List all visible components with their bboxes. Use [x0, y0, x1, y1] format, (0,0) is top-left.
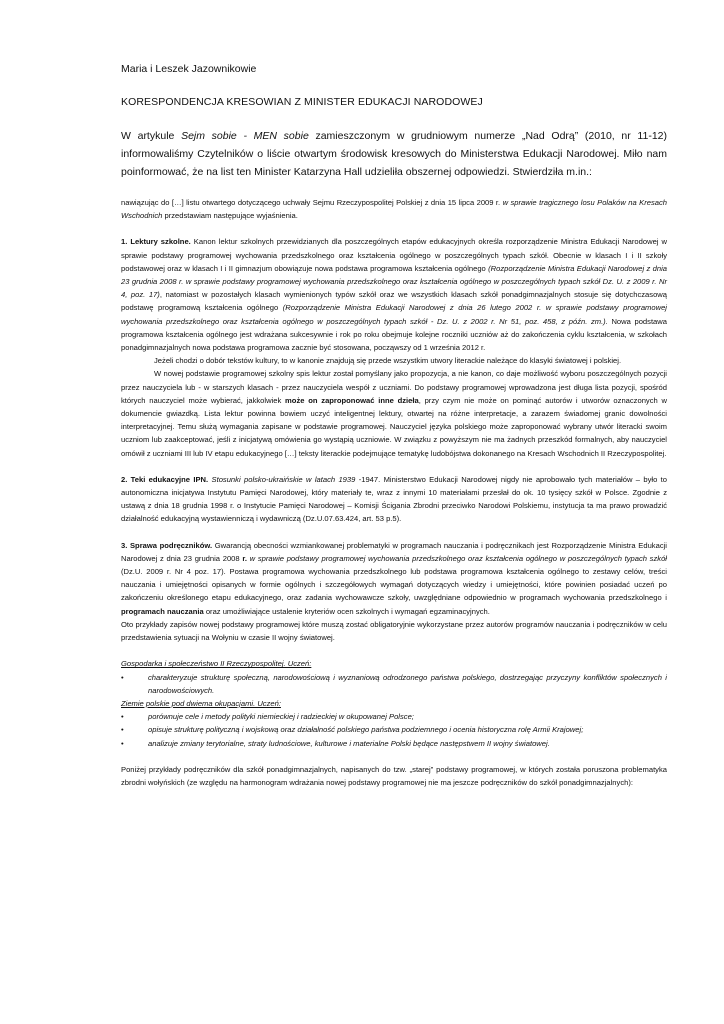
author-line: Maria i Leszek Jazownikowie — [121, 63, 257, 75]
section-lektury: 1. Lektury szkolne. Kanon lektur szkolnych przewidzianych dla poszczególnych etapów edukacyjnych określa rozporządzenie Ministra Edukacji Narodowej w sprawie podstawy programowej wychowania przedszkolnego oraz kształcenia ogólnego w poszczególnych typach szkół. Obecnie w klasach I i II szkoły podstawowej oraz w klasach I i II gimnazjum obowiązuje nowa podstawa programowa kształcenia ogólnego (Rozporządzenie Ministra Edukacji Narodowej z dnia 23 grudnia 2008 r. w sprawie podstawy programowej wychowania przedszkolnego oraz kształcenia ogólnego w poszczególnych typach szkół Dz. U. z 2009 r. Nr 4, poz. 17), natomiast w pozostałych klasach wymienionych typów szkół oraz we wszystkich klasach szkół ponadgimnazjalnych stosuje się dotychczasową podstawę programową kształcenia ogólnego (Rozporządzenie Ministra Edukacji Narodowej z dnia 26 lutego 2002 r. w sprawie podstawy programowej wychowania przedszkolnego oraz kształcenia ogólnego w poszczególnych typach szkół - Dz. U. z 2002 r. Nr 51, poz. 458, z późn. zm.). Nowa podstawa programowa kształcenia ogólnego jest wdrażana sukcesywnie i rok po roku obejmuje kolejne roczniki uczniów aż do zakończenia cyklu kształcenia, w szkołach ponadgimnazjalnych nowa podstawa programowa zacznie być stosowana, począwszy od 1 września 2012 r. — [121, 237, 668, 353]
list-item: • analizuje zmiany terytorialne, straty ludnościowe, kulturowe i materialne Polski będące następstwem II wojny światowej. — [143, 737, 667, 750]
list-heading-okupacje: Ziemie polskie pod dwiema okupacjami. Uczeń: — [121, 698, 281, 708]
quote-opening: nawiązując do […] listu otwartego dotyczącego uchwały Sejmu Rzeczypospolitej Polskiej z dnia 15 lipca 2009 r. w sprawie tragicznego losu Polaków na Kresach Wschodnich przedstawiam następujące wyjaśnienia. — [121, 198, 667, 221]
section-podreczniki-p2: Oto przykłady zapisów nowej podstawy programowej które muszą zostać obligatoryjnie wykorzystane przez autorów programów nauczania i podręczników w celu przedstawienia sytuacji na Wołyniu w czasie II wojny światowej. — [121, 619, 667, 643]
list-gospodarka — [121, 671, 667, 697]
list-okupacje — [121, 710, 667, 750]
section-lektury-p2: Jeżeli chodzi o dobór tekstów kultury, to w kanonie znajdują się przede wszystkim utwory literackie należące do klasyki światowej i polskiej. — [154, 356, 622, 366]
list-item: • opisuje strukturę polityczną i wojskową oraz działalność polskiego państwa podziemnego i ocenia historyczna rolę Armii Krajowej; — [143, 723, 667, 736]
list-item: • porównuje cele i metody polityki niemieckiej i radzieckiej w okupowanej Polsce; — [143, 710, 667, 723]
letter-body — [121, 196, 667, 789]
article-title: KORESPONDENCJA KRESOWIAN Z MINISTER EDUKACJI NARODOWEJ — [121, 96, 483, 108]
section-podreczniki: 3. Sprawa podręczników. Gwarancją obecności wzmiankowanej problematyki w programach nauczania i podręcznikach jest Rozporządzenie Ministra Edukacji Narodowej z dnia 23 grudnia 2008 r. w sprawie podstawy programowej wychowania przedszkolnego oraz kształcenia ogólnego w poszczególnych typach szkół (Dz.U. 2009 r. Nr 4 poz. 17). Postawa programowa wychowania przedszkolnego lub podstawa programowa kształcenia ogólnego to zestawy celów, treści nauczania i umiejętności opisanych w formie ogólnych i szczegółowych wymagań dotyczących wiedzy i umiejętności, które powinien posiadać uczeń po zakończeniu określonego etapu edukacyjnego, oraz zadania wychowawcze szkoły, uwzględniane odpowiednio w programach wychowania przedszkolnego i programach nauczania oraz umożliwiające ustalenie kryteriów ocen szkolnych i wymagań egzaminacyjnych. — [121, 540, 667, 616]
section-lektury-p3: W nowej podstawie programowej szkolny spis lektur został pomyślany jako propozycja, a nie kanon, co daje możliwość wyboru poszczególnych pozycji przez nauczyciela lub - w starszych klasach - przez nauczyciela wespół z uczniami. Do podstawy programowej wprowadzona jest długa lista pozycji, spośród których nauczyciel może wybierać, jakkolwiek może on zaproponować inne dzieła, przy czym nie może on pominąć autorów i utworów oznaczonych w dokumencie gwiazdką. Lista lektur powinna bowiem uczyć inteligentnej lektury, otwartej na różne interpretacje, a zarazem świadomej granic dowolności interpretacyjnej. Temu służą wymagania zapisane w podstawie programowej. Nauczyciel języka polskiego może zaproponować wybrany utwór literacki swoim uczniom lub zaakceptować, jeśli z inicjatywą omówienia go wystąpią uczniowie. W związku z powyższym nie ma żadnych przeszkód formalnych, aby nauczyciel omówił z uczniami III lub IV etapu edukacyjnego […] teksty literackie podejmujące tematykę ludobójstwa dokonanego na Kresach Wschodnich II Rzeczypospolitej. — [121, 369, 668, 458]
intro-paragraph: W artykule Sejm sobie - MEN sobie zamieszczonym w grudniowym numerze „Nad Odrą” (2010, nr 11-12) informowaliśmy Czytelników o liście otwartym środowisk kresowych do Ministerstwa Edukacji Narodowej. Miło nam poinformować, że na list ten Minister Katarzyna Hall udzieliła obszernej odpowiedzi. Stwierdziła m.in.: — [121, 130, 667, 178]
list-item: • charakteryzuje strukturę społeczną, narodowościową i wyznaniową odrodzonego państwa polskiego, dostrzegając przyczyny konfliktów społecznych i narodowościowych. — [143, 671, 667, 697]
closing-paragraph: Poniżej przykłady podręczników dla szkół ponadgimnazjalnych, napisanych do tzw. „starej” podstawy programowej, w których została poruszona problematyka zbrodni wołyńskich (ze względu na harmonogram wdrażania nowej podstawy programowej nie ma jeszcze podręczników do szkół ponadgimnazjalnych): — [121, 764, 667, 787]
list-heading-gospodarka: Gospodarka i społeczeństwo II Rzeczypospolitej. Uczeń: — [121, 659, 312, 669]
section-teki-ipn: 2. Teki edukacyjne IPN. Stosunki polsko-ukraińskie w latach 1939 -1947. Ministerstwo Edukacji Narodowej nigdy nie aprobowało tych materiałów – było to autonomiczna inicjatywa Instytutu Pamięci Narodowej, który materiały te, wraz z innymi 10 materiałami przesłał do ok. 10 tysięcy szkół w Polsce. Zgodnie z ustawą z dnia 18 grudnia 1998 r. o Instytucie Pamięci Narodowej – Komisji Ścigania Zbrodni przeciwko Narodowi Polskiemu, instytucja ta ma prawo prowadzić działalność edukacyjną wystawienniczą i wydawniczą (Dz.U.07.63.424, art. 53 p.5). — [121, 474, 667, 524]
